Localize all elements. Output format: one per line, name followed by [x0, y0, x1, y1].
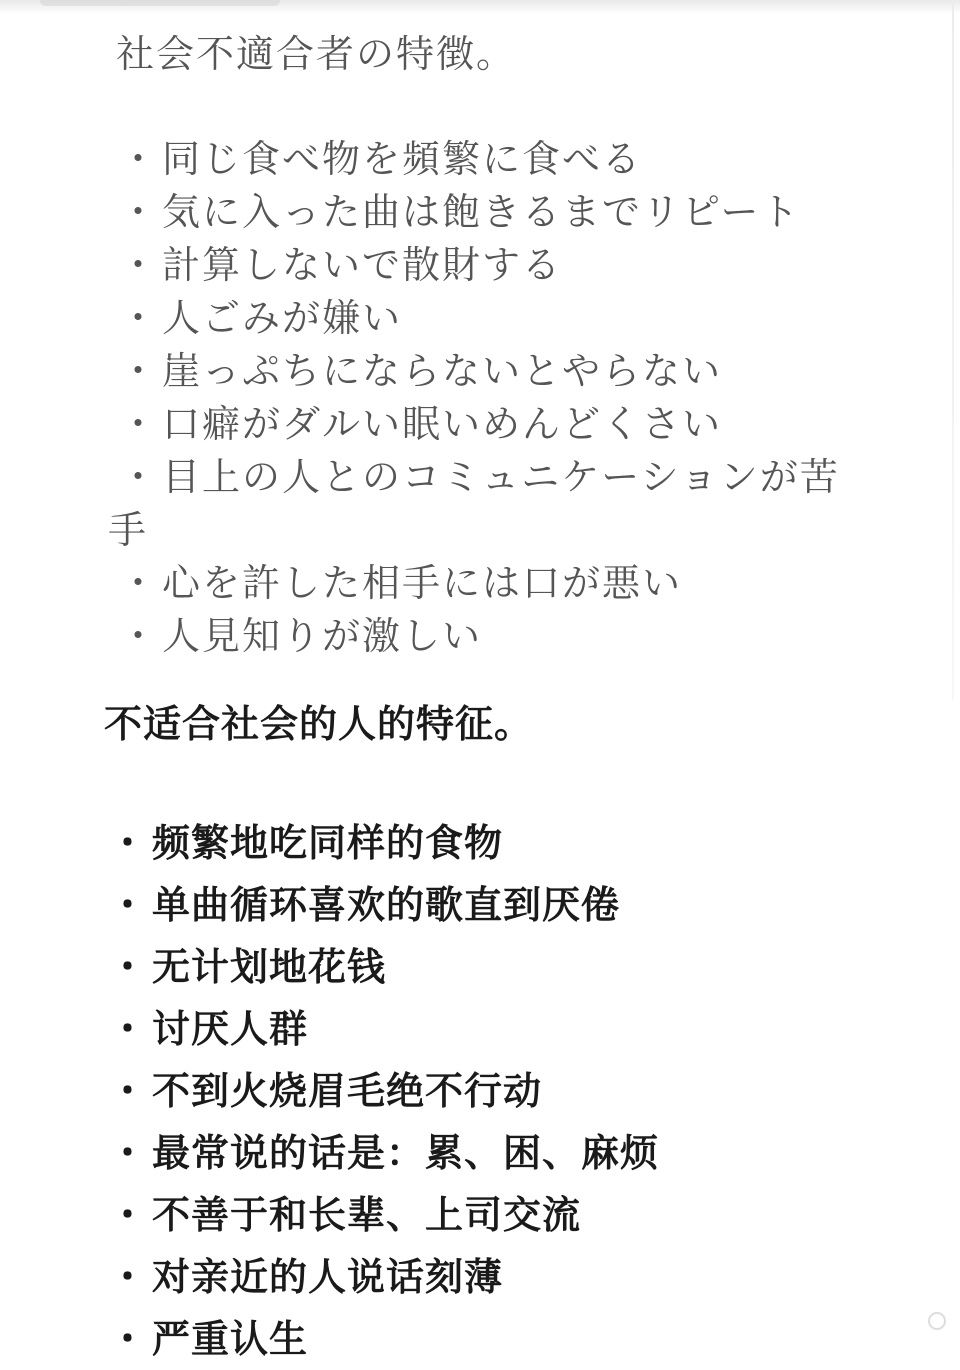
japanese-section — [108, 28, 936, 663]
bullet: ・ — [108, 1317, 148, 1361]
japanese-item-5: ・崖っぷちにならないとやらない — [116, 345, 936, 398]
bullet: ・ — [108, 1255, 148, 1299]
chinese-item-4: ・ 讨厌人群 — [104, 998, 934, 1060]
japanese-item-3: ・計算しないで散財する — [116, 239, 936, 292]
japanese-item-2: ・気に入った曲は飽きるまでリピート — [116, 186, 936, 239]
chinese-title: 不适合社会的人的特征。 — [104, 702, 534, 746]
bullet: ・ — [118, 561, 159, 605]
chinese-item-2: ・ 单曲循环喜欢的歌直到厌倦 — [104, 874, 934, 936]
bullet: ・ — [118, 190, 159, 234]
scan-artifact — [40, 0, 280, 6]
chinese-item-7: ・ 不善于和长辈、上司交流 — [104, 1184, 934, 1246]
japanese-item-8: ・心を許した相手には口が悪い — [116, 557, 936, 610]
bullet: ・ — [108, 821, 148, 865]
japanese-item-1: ・同じ食べ物を頻繁に食べる — [116, 133, 936, 186]
chinese-item-5: ・ 不到火烧眉毛绝不行动 — [104, 1060, 934, 1122]
bullet: ・ — [118, 455, 159, 499]
watermark-icon — [928, 1312, 946, 1330]
japanese-item-6: ・口癖がダルい眠いめんどくさい — [116, 398, 936, 451]
chinese-item-3: ・ 无计划地花钱 — [104, 936, 934, 998]
japanese-title: 社会不適合者の特徴。 — [116, 32, 517, 76]
bullet: ・ — [118, 243, 159, 287]
bullet: ・ — [118, 296, 159, 340]
chinese-item-1: ・ 频繁地吃同样的食物 — [104, 812, 934, 874]
bullet: ・ — [108, 1069, 148, 1113]
chinese-item-8: ・ 对亲近的人说话刻薄 — [104, 1246, 934, 1308]
bullet: ・ — [118, 402, 159, 446]
bullet: ・ — [118, 137, 159, 181]
chinese-item-9: ・ 严重认生 — [104, 1308, 934, 1370]
bullet: ・ — [108, 1193, 148, 1237]
chinese-section — [104, 694, 934, 1370]
japanese-item-9: ・人見知りが激しい — [116, 610, 936, 663]
chinese-item-6: ・ 最常说的话是：累、困、麻烦 — [104, 1122, 934, 1184]
japanese-item-7: ・目上の人とのコミュニケーションが苦 — [116, 451, 936, 504]
bullet: ・ — [108, 883, 148, 927]
bullet: ・ — [118, 349, 159, 393]
japanese-item-7-wrap: 手 — [108, 508, 149, 552]
bullet: ・ — [108, 1007, 148, 1051]
bullet: ・ — [118, 614, 159, 658]
japanese-item-4: ・人ごみが嫌い — [116, 292, 936, 345]
bullet: ・ — [108, 1131, 148, 1175]
page-edge-shadow — [952, 0, 954, 700]
bullet: ・ — [108, 945, 148, 989]
